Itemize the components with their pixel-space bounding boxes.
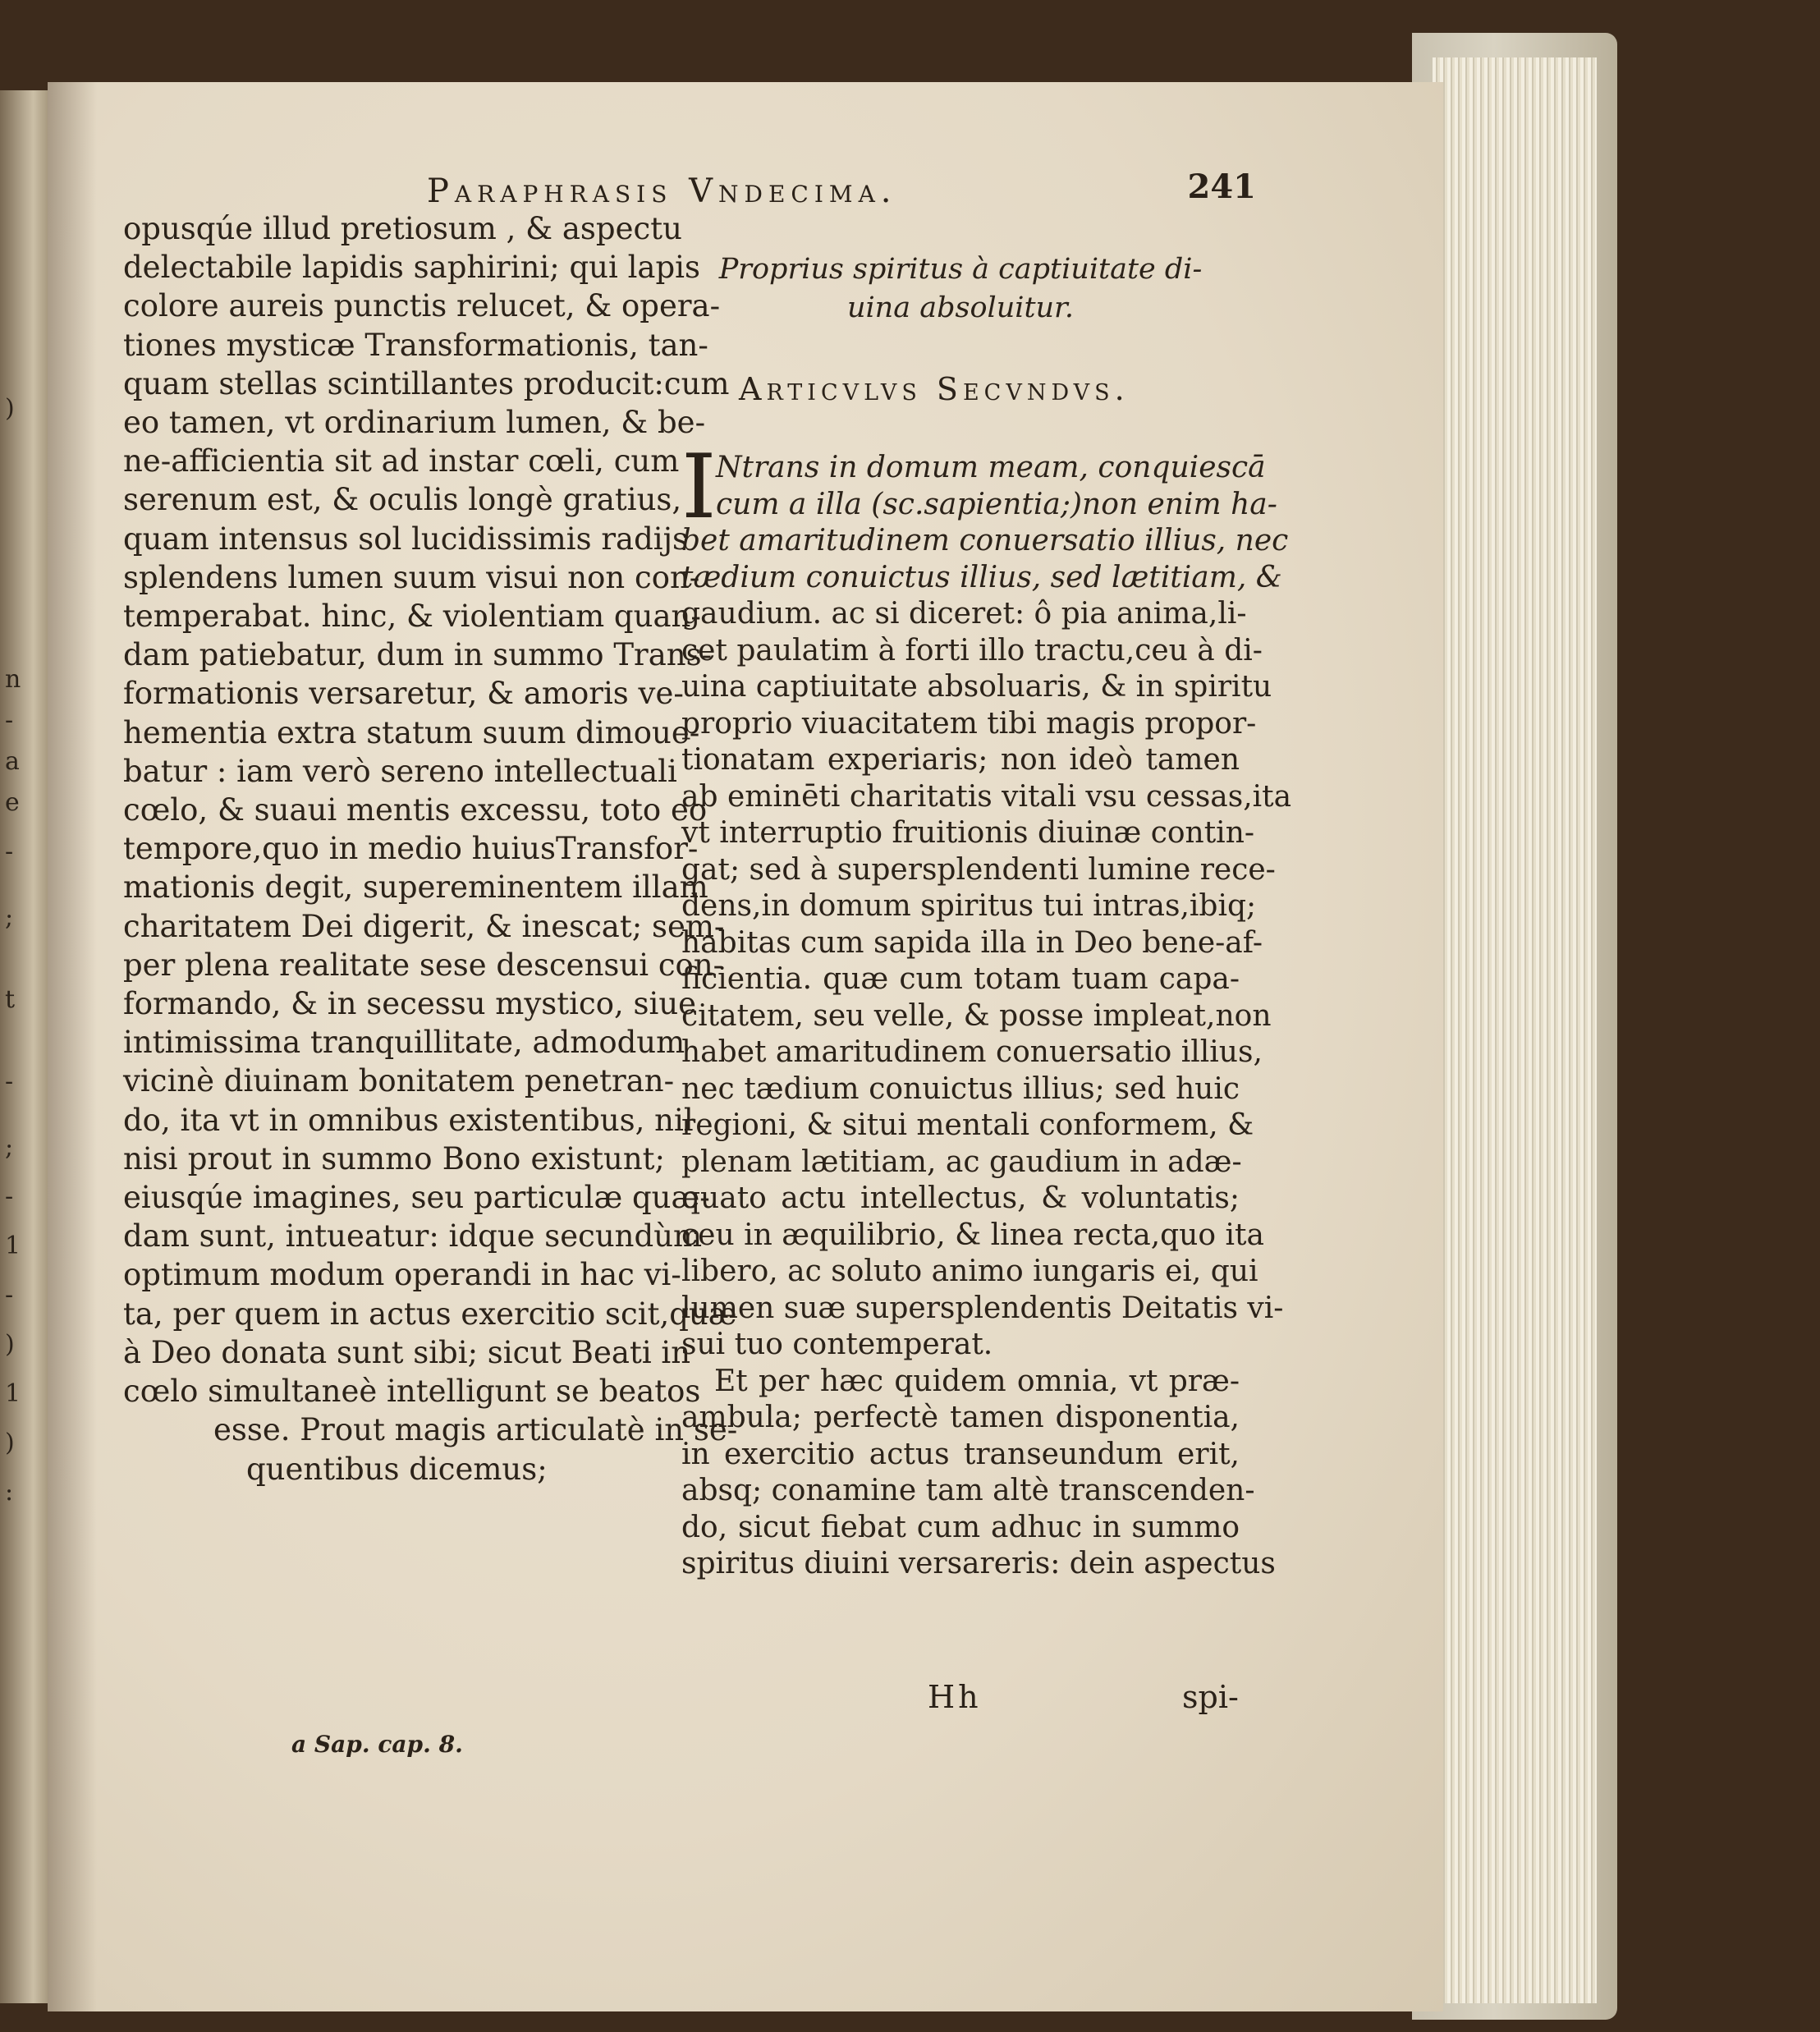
text-line: plenam lætitiam, ac gaudium in adæ- [681, 1144, 1242, 1179]
subtitle-line: uina absoluitur. [846, 291, 1075, 324]
text-line: colore aureis punctis relucet, & opera- [123, 288, 721, 324]
text-line: quato actu intellectus, & voluntatis; [681, 1181, 1240, 1215]
text-line: à Deo donata sunt sibi; sicut Beati in [123, 1334, 691, 1370]
text-line: formationis versaretur, & amoris ve- [123, 676, 684, 712]
signature-mark: Hh [928, 1679, 982, 1715]
text-line: ficientia. quæ cum totam tuam capa- [681, 962, 1240, 996]
text-line: spiritus diuini versareris: dein aspectus [681, 1547, 1276, 1580]
text-line: citatem, seu velle, & posse impleat,non [681, 998, 1272, 1033]
page-block-edges [1433, 57, 1597, 2003]
text-line: eo tamen, vt ordinarium lumen, & be- [123, 405, 706, 441]
margin-fragment: - [5, 706, 14, 735]
text-line: hementia extra statum suum dimoue- [123, 714, 700, 750]
margin-fragment: 1 [5, 1232, 21, 1260]
running-head-title: Paraphrasis Vndecima. [427, 172, 897, 210]
catchword: spi- [1182, 1679, 1239, 1715]
text-line: gaudium. ac si diceret: ô pia anima,li- [681, 597, 1247, 631]
text-line: tempore,quo in medio huiusTransfor- [123, 831, 699, 867]
margin-fragment: ; [5, 903, 14, 932]
text-line: dens,in domum spiritus tui intras,ibiq; [681, 889, 1257, 923]
text-line: gat; sed à supersplendenti lumine rece- [681, 852, 1276, 887]
text-line: batur : iam verò sereno intellectuali [123, 753, 677, 789]
text-line: delectabile lapidis saphirini; qui lapis [123, 250, 700, 286]
margin-fragment: ; [5, 1133, 14, 1162]
margin-fragment: - [5, 837, 14, 866]
right-text-column [681, 436, 1292, 1583]
text-line: ceu in æquilibrio, & linea recta,quo ita [681, 1218, 1264, 1252]
text-line: habet amaritudinem conuersatio illius, [681, 1035, 1263, 1069]
text-line: ab eminēti charitatis vitali vsu cessas,ita [681, 779, 1292, 814]
text-line: splendens lumen suum visui non con- [123, 559, 700, 595]
text-line: formando, & in secessu mystico, siue [123, 986, 697, 1022]
text-line: quam stellas scintillantes producit:cum [123, 365, 730, 401]
text-line: per plena realitate sese descensui con- [123, 947, 724, 983]
text-line: libero, ac soluto animo iungaris ei, qui [681, 1255, 1258, 1288]
margin-fragment: 1 [5, 1379, 21, 1408]
margin-fragment: ) [5, 1330, 15, 1359]
text-line: bet amaritudinem conuersatio illius, nec [681, 524, 1289, 557]
text-line: regioni, & situi mentali conformem, & [681, 1108, 1254, 1142]
text-line: uina captiuitate absoluaris, & in spiritu [681, 670, 1272, 704]
running-head [410, 156, 1256, 213]
text-line: nisi prout in summo Bono existunt; [123, 1140, 665, 1177]
text-line: sui tuo contemperat. [681, 1328, 993, 1361]
text-line: dam patiebatur, dum in summo Trans- [123, 637, 713, 673]
text-line: in exercitio actus transeundum erit, [681, 1437, 1240, 1471]
text-line: absq; conamine tam altè transcenden- [681, 1474, 1255, 1507]
text-line: do, ita vt in omnibus existentibus, nil [123, 1102, 694, 1138]
text-line: vicinè diuinam bonitatem penetran- [123, 1063, 675, 1099]
text-line: dam sunt, intueatur: idque secundùm [123, 1218, 703, 1255]
text-line: opusqúe illud pretiosum , & aspectu [123, 211, 682, 246]
text-line: nec tædium conuictus illius; sed huic [681, 1071, 1240, 1106]
margin-fragment: e [5, 788, 20, 817]
margin-fragment: - [5, 1182, 14, 1211]
page-gutter-shadow [48, 82, 97, 2011]
margin-fragment: n [5, 665, 21, 694]
text-line: cet paulatim à forti illo tractu,ceu à di- [681, 633, 1263, 667]
text-line: Et per hæc quidem omnia, vt præ- [714, 1364, 1240, 1398]
text-line: cœlo simultaneè intelligunt se beatos [123, 1374, 701, 1410]
text-line: ambula; perfectè tamen disponentia, [681, 1401, 1240, 1434]
text-line: vt interruptio fruitionis diuinæ contin- [681, 816, 1255, 850]
text-line: tiones mysticæ Transformationis, tan- [123, 327, 708, 363]
subtitle-line: Proprius spiritus à captiuitate di- [718, 253, 1203, 286]
text-line: quam intensus sol lucidissimis radijs [123, 521, 689, 557]
text-line: mationis degit, supereminentem illam [123, 869, 708, 906]
text-line: quentibus dicemus; [246, 1451, 548, 1487]
text-line: Ntrans in domum meam, conquiescā [716, 451, 1266, 484]
margin-fragment: a [5, 747, 20, 776]
text-line: charitatem Dei digerit, & inescat; sem- [123, 908, 725, 944]
margin-fragment: ) [5, 394, 15, 423]
text-line: cum a illa (sc.sapientia;)non enim ha- [716, 487, 1277, 521]
text-line: tædium conuictus illius, sed lætitiam, & [681, 560, 1282, 594]
text-line: esse. Prout magis articulatè in se- [213, 1412, 738, 1448]
text-line: habitas cum sapida illa in Deo bene-af- [681, 925, 1263, 960]
margin-fragment: : [5, 1478, 14, 1507]
text-line: tionatam experiaris; non ideò tamen [681, 743, 1240, 777]
text-line: eiusqúe imagines, seu particulæ quæ- [123, 1180, 710, 1216]
margin-fragment: - [5, 1067, 14, 1096]
text-line: proprio viuacitatem tibi magis propor- [681, 706, 1257, 741]
text-line: cœlo, & suaui mentis excessu, toto eo [123, 792, 708, 828]
text-line: temperabat. hinc, & violentiam quan- [123, 599, 701, 635]
text-line: ne-afficientia sit ad instar cœli, cum [123, 443, 680, 479]
text-line: optimum modum operandi in hac vi- [123, 1257, 681, 1293]
article-heading: Articvlvs Secvndvs. [739, 371, 1130, 407]
margin-fragment: t [5, 985, 16, 1014]
drop-cap: I [681, 436, 717, 539]
text-line: ta, per quem in actus exercitio scit,quæ [123, 1296, 737, 1332]
text-line: lumen suæ supersplendentis Deitatis vi- [681, 1291, 1284, 1325]
text-line: intimissima tranquillitate, admodum [123, 1025, 685, 1061]
left-text-column [123, 209, 738, 1488]
page-number: 241 [1187, 167, 1256, 206]
section-subtitle [690, 250, 1231, 328]
margin-fragment: - [5, 1281, 14, 1310]
text-line: serenum est, & oculis longè gratius, [123, 482, 682, 518]
footnote: a Sap. cap. 8. [291, 1731, 463, 1758]
text-line: do, sicut fiebat cum adhuc in summo [681, 1510, 1240, 1544]
previous-page-edge [0, 90, 48, 2003]
margin-fragment: ) [5, 1429, 15, 1457]
